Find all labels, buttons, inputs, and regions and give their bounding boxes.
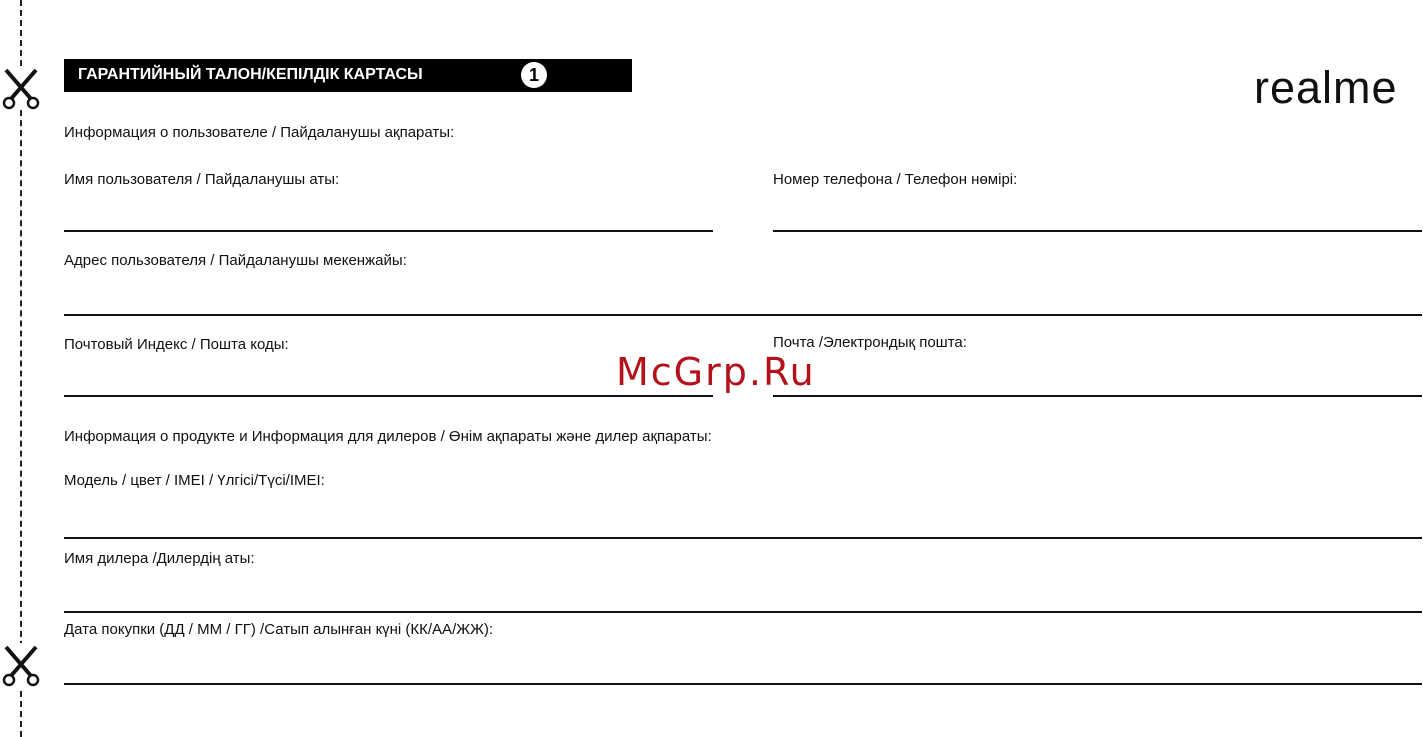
- user-name-label: Имя пользователя / Пайдаланушы аты:: [64, 171, 340, 188]
- email-field[interactable]: [773, 395, 1422, 397]
- dealer-field[interactable]: [64, 611, 1422, 613]
- section-number: 1: [521, 62, 547, 88]
- model-field[interactable]: [64, 537, 1422, 539]
- phone-label: Номер телефона / Телефон нөмірі:: [773, 171, 1018, 188]
- user-info-heading: Информация о пользователе / Пайдаланушы ақпараты:: [64, 124, 455, 141]
- postcode-label: Почтовый Индекс / Пошта коды:: [64, 336, 289, 353]
- phone-field[interactable]: [773, 230, 1422, 232]
- postcode-field[interactable]: [64, 395, 713, 397]
- address-label: Адрес пользователя / Пайдаланушы мекенжайы:: [64, 252, 407, 269]
- product-info-heading: Информация о продукте и Информация для дилеров / Өнім ақпараты және дилер ақпараты:: [64, 428, 712, 445]
- dealer-label: Имя дилера /Дилердің аты:: [64, 550, 255, 567]
- scissors-icon: [0, 643, 44, 687]
- watermark: McGrp.Ru: [616, 350, 816, 394]
- address-field[interactable]: [64, 314, 1422, 316]
- scissors-icon: [0, 66, 44, 110]
- brand-logo: realme: [1254, 62, 1398, 113]
- purchase-date-field[interactable]: [64, 683, 1422, 685]
- cut-line: [20, 0, 22, 737]
- purchase-date-label: Дата покупки (ДД / ММ / ГГ) /Сатып алынған күні (КК/АА/ЖЖ):: [64, 621, 494, 638]
- title-bar: [64, 59, 632, 92]
- page-title: ГАРАНТИЙНЫЙ ТАЛОН/КЕПІЛДІК КАРТАСЫ: [78, 66, 423, 83]
- model-label: Модель / цвет / IMEI / Үлгісі/Түсі/IMEI:: [64, 472, 325, 489]
- user-name-field[interactable]: [64, 230, 713, 232]
- email-label: Почта /Электрондық пошта:: [773, 334, 967, 351]
